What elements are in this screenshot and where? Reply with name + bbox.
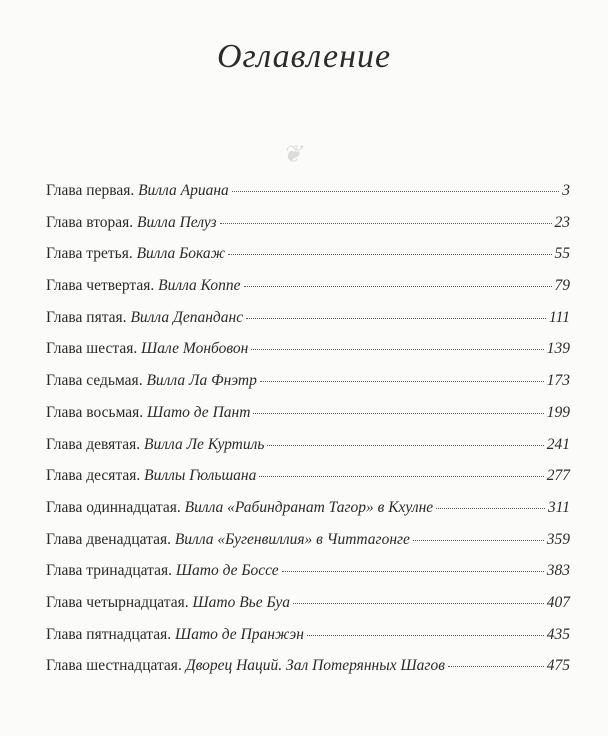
chapter-title: Шато де Боссе (175, 562, 279, 580)
dot-leader (293, 602, 544, 604)
chapter-title: Вилла Коппе (158, 277, 241, 295)
table-of-contents (46, 181, 570, 688)
chapter-title: Вилла Депанданс (130, 308, 244, 326)
toc-entry (46, 498, 570, 530)
page-number: 79 (554, 277, 570, 295)
chapter-number: Глава третья. (46, 245, 133, 263)
page-number: 241 (546, 435, 570, 453)
dot-leader (228, 253, 551, 255)
chapter-title: Шато Вье Буа (192, 593, 291, 611)
toc-entry (46, 213, 570, 245)
chapter-title: Вилла Ле Куртиль (144, 435, 265, 453)
chapter-title: Вилла Ла Фнэтр (146, 372, 257, 390)
page-number: 199 (546, 403, 570, 421)
chapter-number: Глава девятая. (46, 435, 141, 453)
page-number: 3 (562, 182, 570, 199)
chapter-number: Глава тринадцатая. (46, 562, 172, 580)
chapter-number: Глава двенадцатая. (46, 530, 171, 548)
toc-entry (46, 339, 570, 371)
dot-leader (436, 507, 545, 509)
chapter-title: Вилла Бокаж (136, 245, 226, 263)
toc-entry (46, 593, 570, 625)
page-number: 55 (554, 245, 570, 263)
chapter-number: Глава седьмая. (46, 372, 143, 390)
dot-leader (244, 285, 552, 287)
page-title: Оглавление (216, 38, 392, 75)
toc-entry (46, 625, 570, 657)
dot-leader (251, 348, 543, 350)
chapter-title: Вилла Ариана (138, 182, 229, 199)
dot-leader (220, 222, 552, 224)
chapter-number: Глава пятая. (46, 308, 127, 326)
chapter-number: Глава вторая. (46, 213, 134, 231)
toc-entry (46, 308, 570, 340)
toc-entry (46, 530, 570, 562)
chapter-title: Шале Монбовон (141, 340, 249, 358)
chapter-number: Глава одиннадцатая. (46, 498, 181, 516)
chapter-title: Вилла «Рабиндранат Тагор» в Кхулне (184, 498, 434, 516)
chapter-title: Дворец Наций. Зал Потерянных Шагов (185, 657, 445, 675)
chapter-number: Глава первая. (46, 182, 135, 199)
dot-leader (282, 570, 544, 572)
chapter-title: Шато де Пранжэн (175, 625, 304, 643)
chapter-number: Глава шестая. (46, 340, 138, 358)
chapter-number: Глава шестнадцатая. (46, 657, 182, 675)
ornament-icon: ❦ (282, 142, 303, 168)
toc-entry (46, 466, 570, 498)
chapter-number: Глава четырнадцатая. (46, 593, 189, 611)
page-number: 173 (546, 372, 570, 390)
dot-leader (259, 475, 543, 477)
dot-leader (246, 317, 546, 319)
dot-leader (260, 380, 544, 382)
toc-entry (46, 371, 570, 403)
page-number: 23 (554, 213, 570, 231)
dot-leader (448, 665, 544, 667)
page-number: 435 (546, 625, 570, 643)
dot-leader (413, 539, 544, 541)
toc-entry (46, 656, 570, 688)
toc-entry (46, 244, 570, 276)
page-number: 383 (546, 562, 570, 580)
page-number: 311 (547, 498, 570, 516)
page-number: 139 (546, 340, 570, 358)
toc-entry (46, 403, 570, 435)
chapter-number: Глава десятая. (46, 467, 141, 485)
toc-entry (46, 181, 570, 213)
chapter-title: Вилла «Бугенвиллия» в Читтагонге (174, 530, 410, 548)
dot-leader (253, 412, 543, 414)
dot-leader (232, 190, 559, 192)
chapter-title: Вилла Пелуз (137, 213, 217, 231)
chapter-title: Виллы Гюльшана (144, 467, 257, 485)
chapter-number: Глава пятнадцатая. (46, 625, 172, 643)
chapter-number: Глава восьмая. (46, 403, 144, 421)
page-number: 111 (549, 308, 570, 326)
chapter-number: Глава четвертая. (46, 277, 155, 295)
page-number: 407 (546, 593, 570, 611)
page-number: 359 (546, 530, 570, 548)
toc-entry (46, 276, 570, 308)
dot-leader (307, 634, 544, 636)
dot-leader (267, 444, 543, 446)
chapter-title: Шато де Пант (147, 403, 251, 421)
toc-entry (46, 561, 570, 593)
toc-entry (46, 435, 570, 467)
page-number: 277 (546, 467, 570, 485)
page-number: 475 (546, 657, 570, 675)
